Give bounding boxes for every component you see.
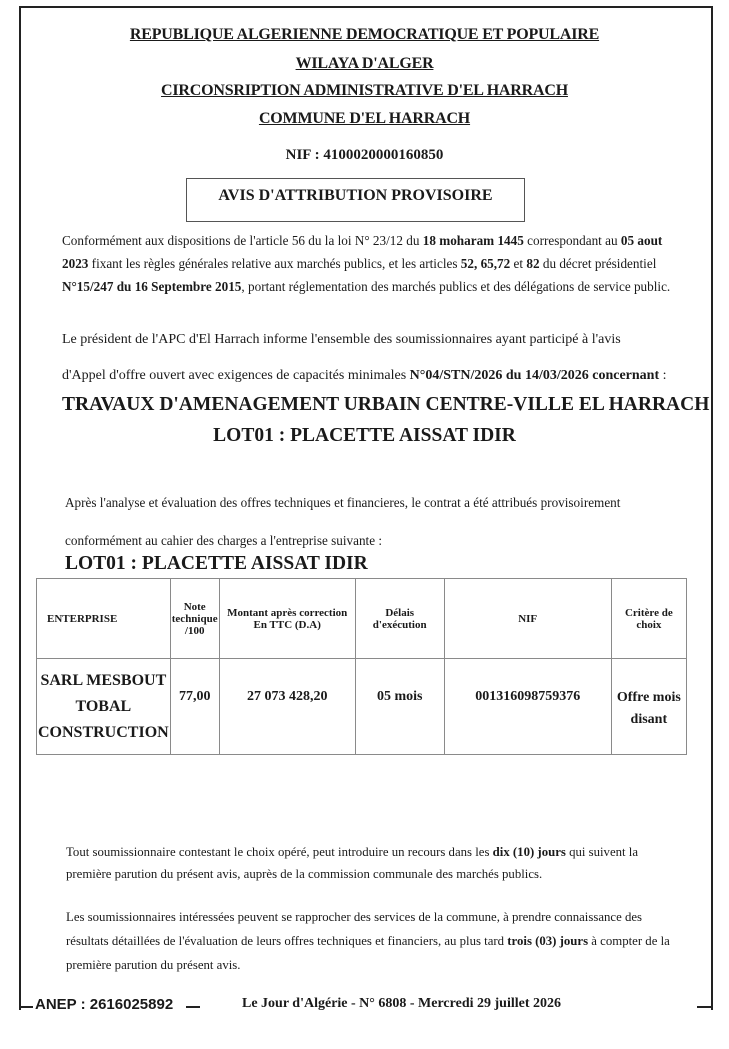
col-montant-line: Montant après correction [227, 606, 348, 619]
recourse-line-2: première parution du présent avis, auprès de la commission communale des marchés publics. [66, 867, 543, 881]
cell-enterprise-line: CONSTRUCTION [38, 723, 169, 741]
header-wilaya: WILAYA D'ALGER [295, 55, 434, 72]
col-nif: NIF [444, 579, 611, 659]
results-line-2 [66, 929, 706, 953]
intro-line-2 [62, 252, 687, 275]
intro-date: 18 moharam 1445 [422, 233, 524, 248]
announcement-paragraph [62, 322, 692, 394]
cell-critere-line: Offre mois [616, 690, 681, 705]
cell-note: 77,00 [170, 659, 219, 755]
intro-text: correspondant au [523, 233, 621, 248]
results-text: résultats détaillées de l'évaluation de leurs offres techniques et financiers, au plus tard [66, 934, 508, 948]
announcement-line-1: Le président de l'APC d'El Harrach informe l'ensemble des soumissionnaires ayant participé à l'avis [62, 332, 621, 347]
intro-line-1 [62, 229, 687, 252]
intro-line-3 [62, 275, 687, 298]
results-line-1: Les soumissionnaires intéressées peuvent se rapprocher des services de la commune, à prendre connaissance des [66, 910, 643, 924]
notice-title: AVIS D'ATTRIBUTION PROVISOIRE [186, 178, 525, 222]
footer-rule-left [19, 1006, 33, 1008]
attribution-table [36, 578, 687, 755]
recourse-text: qui suivent la [565, 845, 639, 859]
project-title: TRAVAUX D'AMENAGEMENT URBAIN CENTRE-VILLE EL HARRACH [62, 394, 710, 415]
intro-decree: N°15/247 du 16 Septembre 2015 [62, 279, 242, 294]
header-commune: COMMUNE D'EL HARRACH [258, 110, 471, 127]
results-delay: trois (03) jours [507, 934, 589, 948]
intro-year: 2023 [62, 256, 89, 271]
intro-text: , portant réglementation des marchés publics et des délégations de service public. [241, 279, 671, 294]
recourse-text: Tout soumissionnaire contestant le choix opéré, peut introduire un recours dans les [66, 845, 493, 859]
col-delais [355, 579, 444, 659]
intro-articles: 82 [526, 256, 540, 271]
col-note-line: technique [171, 612, 218, 625]
recourse-paragraph [66, 841, 706, 885]
project-lot: LOT01 : PLACETTE AISSAT IDIR [213, 425, 516, 446]
header-circonscription: CIRCONSRIPTION ADMINISTRATIVE D'EL HARRACH [161, 82, 568, 99]
cell-critere-line: disant [630, 712, 668, 727]
col-delais-line: Délais [385, 606, 415, 619]
footer-rule-middle [186, 1006, 200, 1008]
cell-montant: 27 073 428,20 [219, 659, 355, 755]
footer-rule-right [697, 1006, 711, 1008]
col-note-line: /100 [184, 624, 205, 637]
evaluation-line-1: Après l'analyse et évaluation des offres techniques et financieres, le contrat a été attribués provisoirement [65, 495, 621, 510]
col-note [170, 579, 219, 659]
header-republic: REPUBLIQUE ALGERIENNE DEMOCRATIQUE ET POPULAIRE [129, 26, 600, 43]
cell-enterprise [37, 659, 171, 755]
tender-reference: N°04/STN/2026 du 14/03/2026 concernant [409, 368, 660, 383]
col-delais-line: d'exécution [372, 618, 427, 631]
cell-enterprise-line: TOBAL [75, 697, 132, 715]
evaluation-paragraph [65, 484, 695, 560]
intro-text: fixant les règles générales relative aux marchés publics, et les articles [88, 256, 461, 271]
intro-text: et [510, 256, 527, 271]
anep-reference: ANEP : 2616025892 [35, 996, 174, 1013]
intro-articles: 52, 65,72 [460, 256, 511, 271]
cell-critere [611, 659, 686, 755]
cell-delais: 05 mois [355, 659, 444, 755]
recourse-line-1 [66, 841, 706, 863]
results-paragraph [66, 905, 706, 977]
intro-paragraph [62, 229, 687, 298]
recourse-delay: dix (10) jours [492, 845, 566, 859]
col-note-line: Note [183, 600, 206, 613]
header-nif: NIF : 4100020000160850 [285, 147, 444, 163]
intro-text: Conformément aux dispositions de l'article 56 du la loi N° 23/12 du [62, 233, 423, 248]
lot-heading: LOT01 : PLACETTE AISSAT IDIR [65, 553, 368, 574]
cell-enterprise-line: SARL MESBOUT [40, 671, 167, 689]
results-line-3: première parution du présent avis. [66, 958, 241, 972]
announcement-text: d'Appel d'offre ouvert avec exigences de capacités minimales [62, 368, 410, 383]
col-enterprise: ENTERPRISE [37, 579, 171, 659]
intro-text: du décret présidentiel [539, 256, 657, 271]
announcement-line-2 [62, 358, 692, 394]
col-montant [219, 579, 355, 659]
evaluation-line-2: conformément au cahier des charges a l'entreprise suivante : [65, 533, 383, 548]
col-critere: Critère de choix [611, 579, 686, 659]
announcement-text: : [659, 368, 667, 383]
journal-reference: Le Jour d'Algérie - N° 6808 - Mercredi 29 juillet 2026 [242, 996, 561, 1011]
table-row [37, 659, 687, 755]
table-header-row [37, 579, 687, 659]
results-text: à compter de la [588, 934, 670, 948]
cell-nif: 001316098759376 [444, 659, 611, 755]
col-montant-line: En TTC (D.A) [253, 618, 321, 631]
intro-date: 05 aout [620, 233, 663, 248]
